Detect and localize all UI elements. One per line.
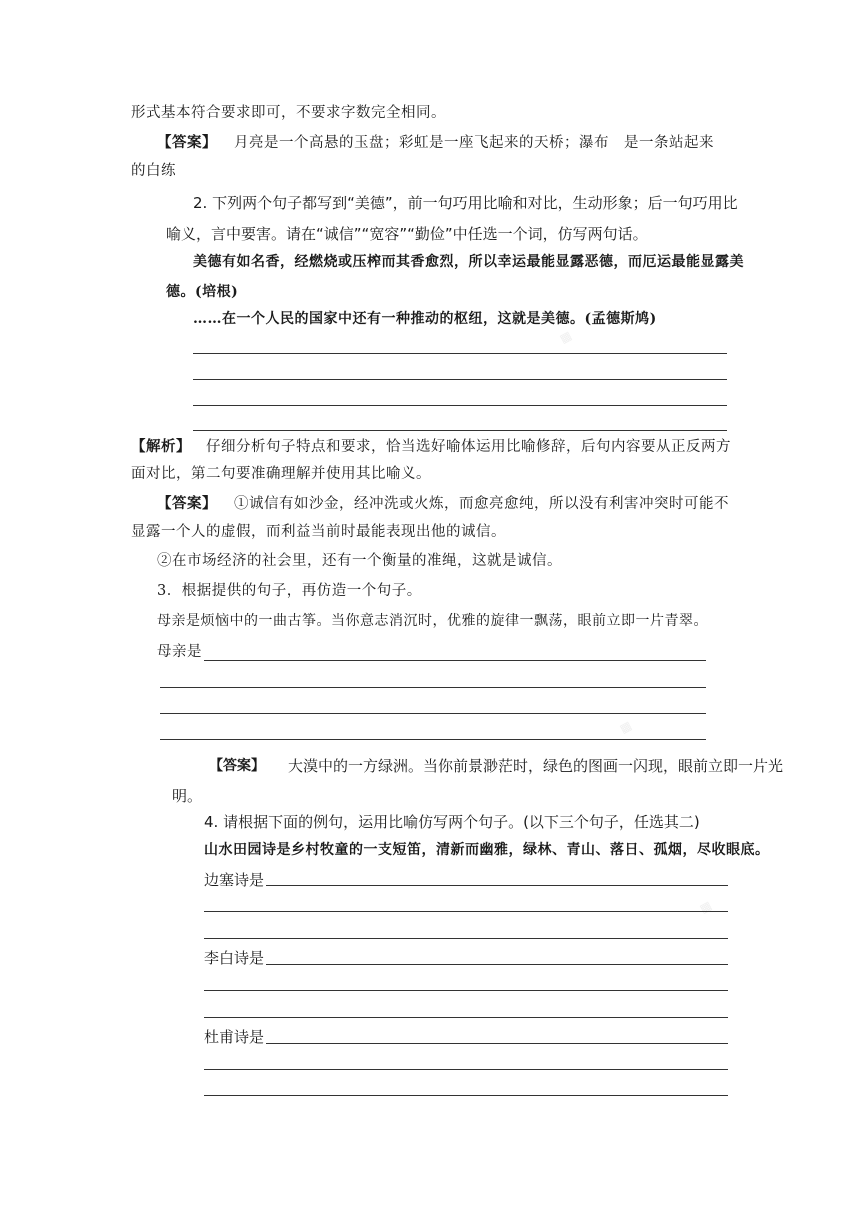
answer-tag: 【答案】 bbox=[157, 134, 217, 151]
question-4: 4. 请根据下面的例句，运用比喻仿写两个句子。(以下三个句子，任选其二) bbox=[204, 813, 700, 831]
blank-line bbox=[204, 1017, 728, 1018]
watermark: ▦ bbox=[557, 328, 574, 346]
example-line: 山水田园诗是乡村牧童的一支短笛，清新而幽雅，绿林、青山、落日、孤烟，尽收眼底。 bbox=[204, 842, 770, 858]
blank-label: 边塞诗是 bbox=[204, 871, 265, 889]
blank-label: 杜甫诗是 bbox=[204, 1028, 265, 1046]
watermark: ▦ bbox=[697, 898, 714, 916]
example-line: 母亲是烦恼中的一曲古筝。当你意志消沉时，优雅的旋律一飘荡，眼前立即一片青翠。 bbox=[157, 613, 708, 629]
blank-line bbox=[266, 1043, 728, 1044]
question-2-line1: 2. 下列两个句子都写到“美德”，前一句巧用比喻和对比，生动形象；后一句巧用比 bbox=[193, 194, 738, 212]
blank-line bbox=[193, 430, 727, 431]
blank-line bbox=[193, 405, 727, 406]
question-3: 3．根据提供的句子，再仿造一个句子。 bbox=[157, 583, 422, 599]
answer-tag: 【答案】 bbox=[157, 495, 217, 512]
text-line: ①诚信有如沙金，经冲洗或火炼，而愈亮愈纯，所以没有利害冲突时可能不 bbox=[234, 496, 729, 512]
blank-line bbox=[204, 911, 728, 912]
example-line: 德。(培根) bbox=[166, 284, 239, 300]
blank-line bbox=[204, 938, 728, 939]
blank-line bbox=[160, 713, 706, 714]
watermark: ▦ bbox=[617, 718, 634, 736]
blank-line bbox=[204, 1095, 728, 1096]
blank-line bbox=[193, 353, 727, 354]
text-line: 面对比，第二句要准确理解并使用其比喻义。 bbox=[131, 466, 431, 482]
text-line: 显露一个人的虚假，而利益当前时最能表现出他的诚信。 bbox=[131, 524, 506, 540]
example-line: 美德有如名香，经燃烧或压榨而其香愈烈，所以幸运最能显露恶德，而厄运最能显露美 bbox=[193, 254, 744, 270]
question-2-line2: 喻义，言中要害。请在“诚信”“宽容”“勤俭”中任选一个词，仿写两句话。 bbox=[166, 225, 648, 243]
text-line: 仔细分析句子特点和要求，恰当选好喻体运用比喻修辞，后句内容要从正反两方 bbox=[206, 439, 731, 455]
text-line: 月亮是一个高悬的玉盘；彩虹是一座飞起来的天桥；瀑布 是一条站起来 bbox=[234, 135, 714, 151]
blank-line bbox=[193, 379, 727, 380]
blank-line bbox=[266, 885, 728, 886]
blank-line bbox=[266, 964, 728, 965]
blank-label: 母亲是 bbox=[157, 644, 202, 660]
text-line: 形式基本符合要求即可，不要求字数完全相同。 bbox=[131, 105, 446, 121]
blank-line bbox=[160, 687, 706, 688]
text-line: 大漠中的一方绿洲。当你前景渺茫时，绿色的图画一闪现，眼前立即一片光 bbox=[288, 757, 784, 775]
answer-tag: 【答案】 bbox=[209, 758, 265, 774]
text-line: 的白练 bbox=[131, 163, 176, 179]
blank-line bbox=[204, 1069, 728, 1070]
blank-line bbox=[204, 660, 706, 661]
text-line: 明。 bbox=[172, 787, 203, 805]
example-line: ……在一个人民的国家中还有一种推动的枢纽，这就是美德。(孟德斯鸠) bbox=[193, 311, 657, 327]
text-line: ②在市场经济的社会里，还有一个衡量的准绳，这就是诚信。 bbox=[157, 553, 562, 569]
blank-line bbox=[204, 990, 728, 991]
analysis-tag: 【解析】 bbox=[131, 438, 191, 455]
blank-label: 李白诗是 bbox=[204, 949, 265, 967]
blank-line bbox=[160, 739, 706, 740]
